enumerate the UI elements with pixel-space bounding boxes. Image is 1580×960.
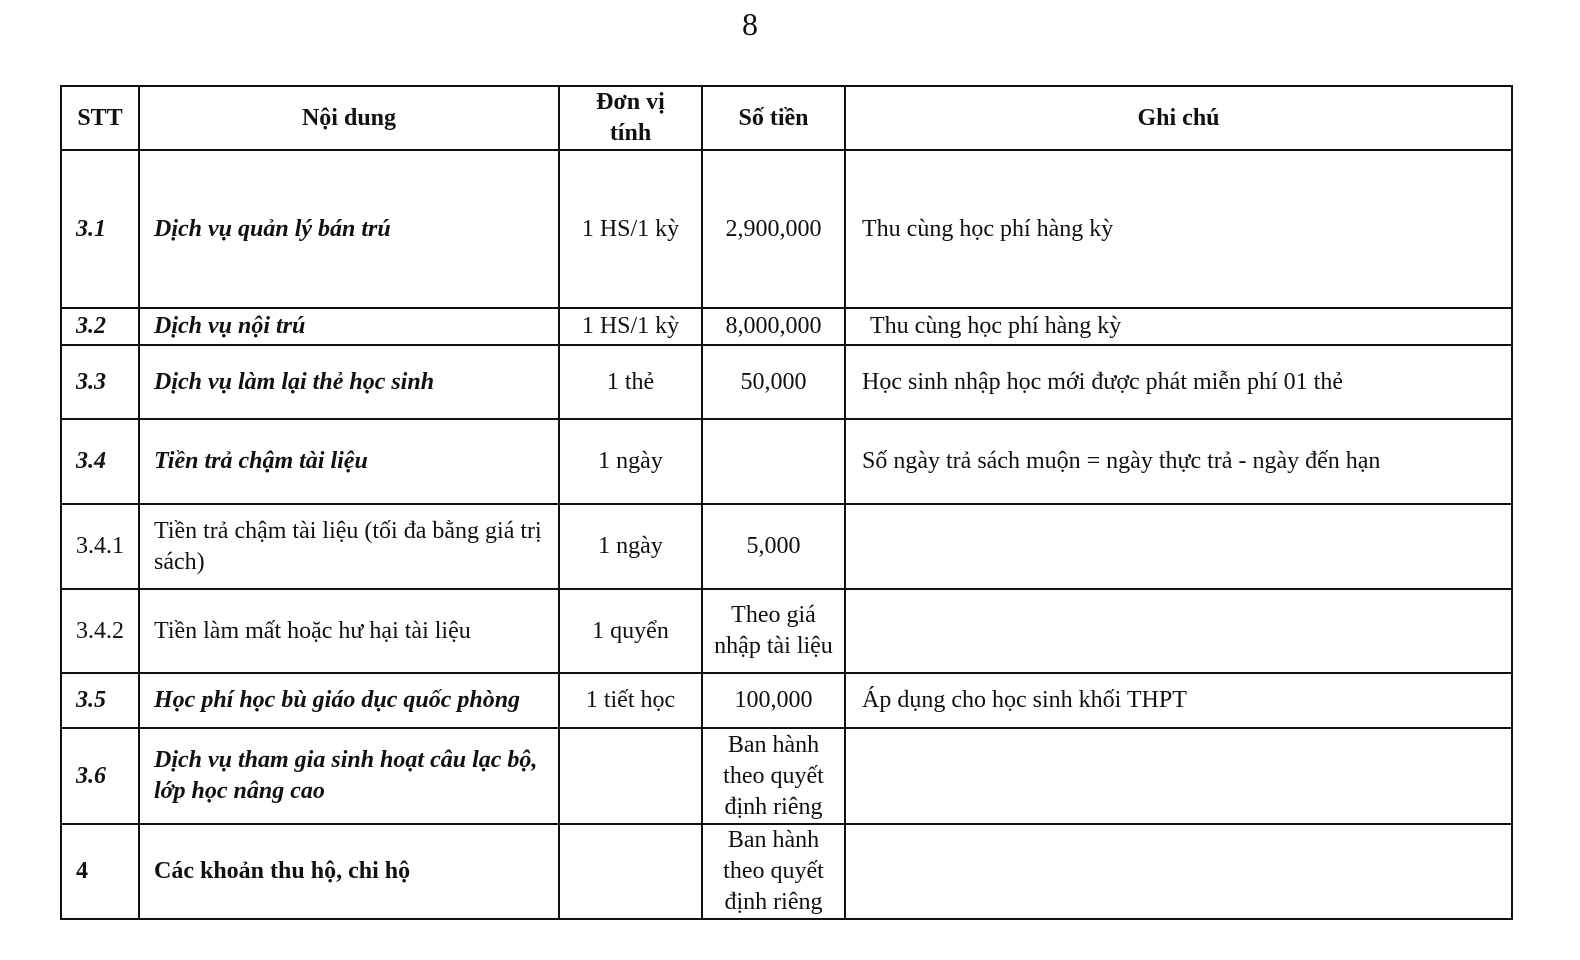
row-amount: Ban hành theo quyết định riêng — [702, 728, 845, 824]
row-unit — [559, 728, 702, 824]
header-note: Ghi chú — [845, 86, 1512, 150]
row-amount: 5,000 — [702, 504, 845, 589]
row-stt: 3.3 — [61, 345, 139, 419]
row-note: Thu cùng học phí hàng kỳ — [845, 308, 1512, 345]
table-row — [61, 308, 1512, 345]
table-row — [61, 345, 1512, 419]
row-note: Thu cùng học phí hàng kỳ — [845, 150, 1512, 308]
row-note: Số ngày trả sách muộn = ngày thực trả - ngày đến hạn — [845, 419, 1512, 504]
row-stt: 3.4.1 — [61, 504, 139, 589]
row-amount: 100,000 — [702, 673, 845, 728]
table-header-row — [61, 86, 1512, 150]
row-amount: Ban hành theo quyết định riêng — [702, 824, 845, 919]
row-content: Dịch vụ tham gia sinh hoạt câu lạc bộ, lớp học nâng cao — [139, 728, 559, 824]
table-row — [61, 824, 1512, 919]
row-amount: Theo giá nhập tài liệu — [702, 589, 845, 673]
row-stt: 3.6 — [61, 728, 139, 824]
row-note — [845, 504, 1512, 589]
row-content: Dịch vụ nội trú — [139, 308, 559, 345]
row-content: Dịch vụ làm lại thẻ học sinh — [139, 345, 559, 419]
table-row — [61, 419, 1512, 504]
row-content: Tiền trả chậm tài liệu — [139, 419, 559, 504]
row-content: Tiền trả chậm tài liệu (tối đa bằng giá trị sách) — [139, 504, 559, 589]
table-row — [61, 150, 1512, 308]
row-content: Dịch vụ quản lý bán trú — [139, 150, 559, 308]
row-amount: 2,900,000 — [702, 150, 845, 308]
row-note — [845, 589, 1512, 673]
row-content: Các khoản thu hộ, chi hộ — [139, 824, 559, 919]
row-stt: 3.5 — [61, 673, 139, 728]
row-stt: 4 — [61, 824, 139, 919]
table-row — [61, 728, 1512, 824]
row-stt: 3.4 — [61, 419, 139, 504]
row-unit: 1 tiết học — [559, 673, 702, 728]
row-note: Học sinh nhập học mới được phát miễn phí 01 thẻ — [845, 345, 1512, 419]
row-amount: 50,000 — [702, 345, 845, 419]
row-unit: 1 ngày — [559, 504, 702, 589]
row-note: Áp dụng cho học sinh khối THPT — [845, 673, 1512, 728]
row-amount — [702, 419, 845, 504]
row-stt: 3.4.2 — [61, 589, 139, 673]
table-row — [61, 673, 1512, 728]
row-stt: 3.1 — [61, 150, 139, 308]
fee-table — [60, 85, 1513, 920]
row-unit: 1 HS/1 kỳ — [559, 150, 702, 308]
row-unit: 1 quyển — [559, 589, 702, 673]
row-unit: 1 ngày — [559, 419, 702, 504]
header-amount: Số tiền — [702, 86, 845, 150]
row-unit: 1 thẻ — [559, 345, 702, 419]
table-row — [61, 589, 1512, 673]
row-note — [845, 824, 1512, 919]
header-unit: Đơn vị tính — [559, 86, 702, 150]
row-unit — [559, 824, 702, 919]
row-amount: 8,000,000 — [702, 308, 845, 345]
row-note — [845, 728, 1512, 824]
row-unit: 1 HS/1 kỳ — [559, 308, 702, 345]
row-content: Học phí học bù giáo dục quốc phòng — [139, 673, 559, 728]
page-number: 8 — [742, 6, 758, 42]
row-stt: 3.2 — [61, 308, 139, 345]
table-row — [61, 504, 1512, 589]
header-stt: STT — [61, 86, 139, 150]
header-content: Nội dung — [139, 86, 559, 150]
row-content: Tiền làm mất hoặc hư hại tài liệu — [139, 589, 559, 673]
